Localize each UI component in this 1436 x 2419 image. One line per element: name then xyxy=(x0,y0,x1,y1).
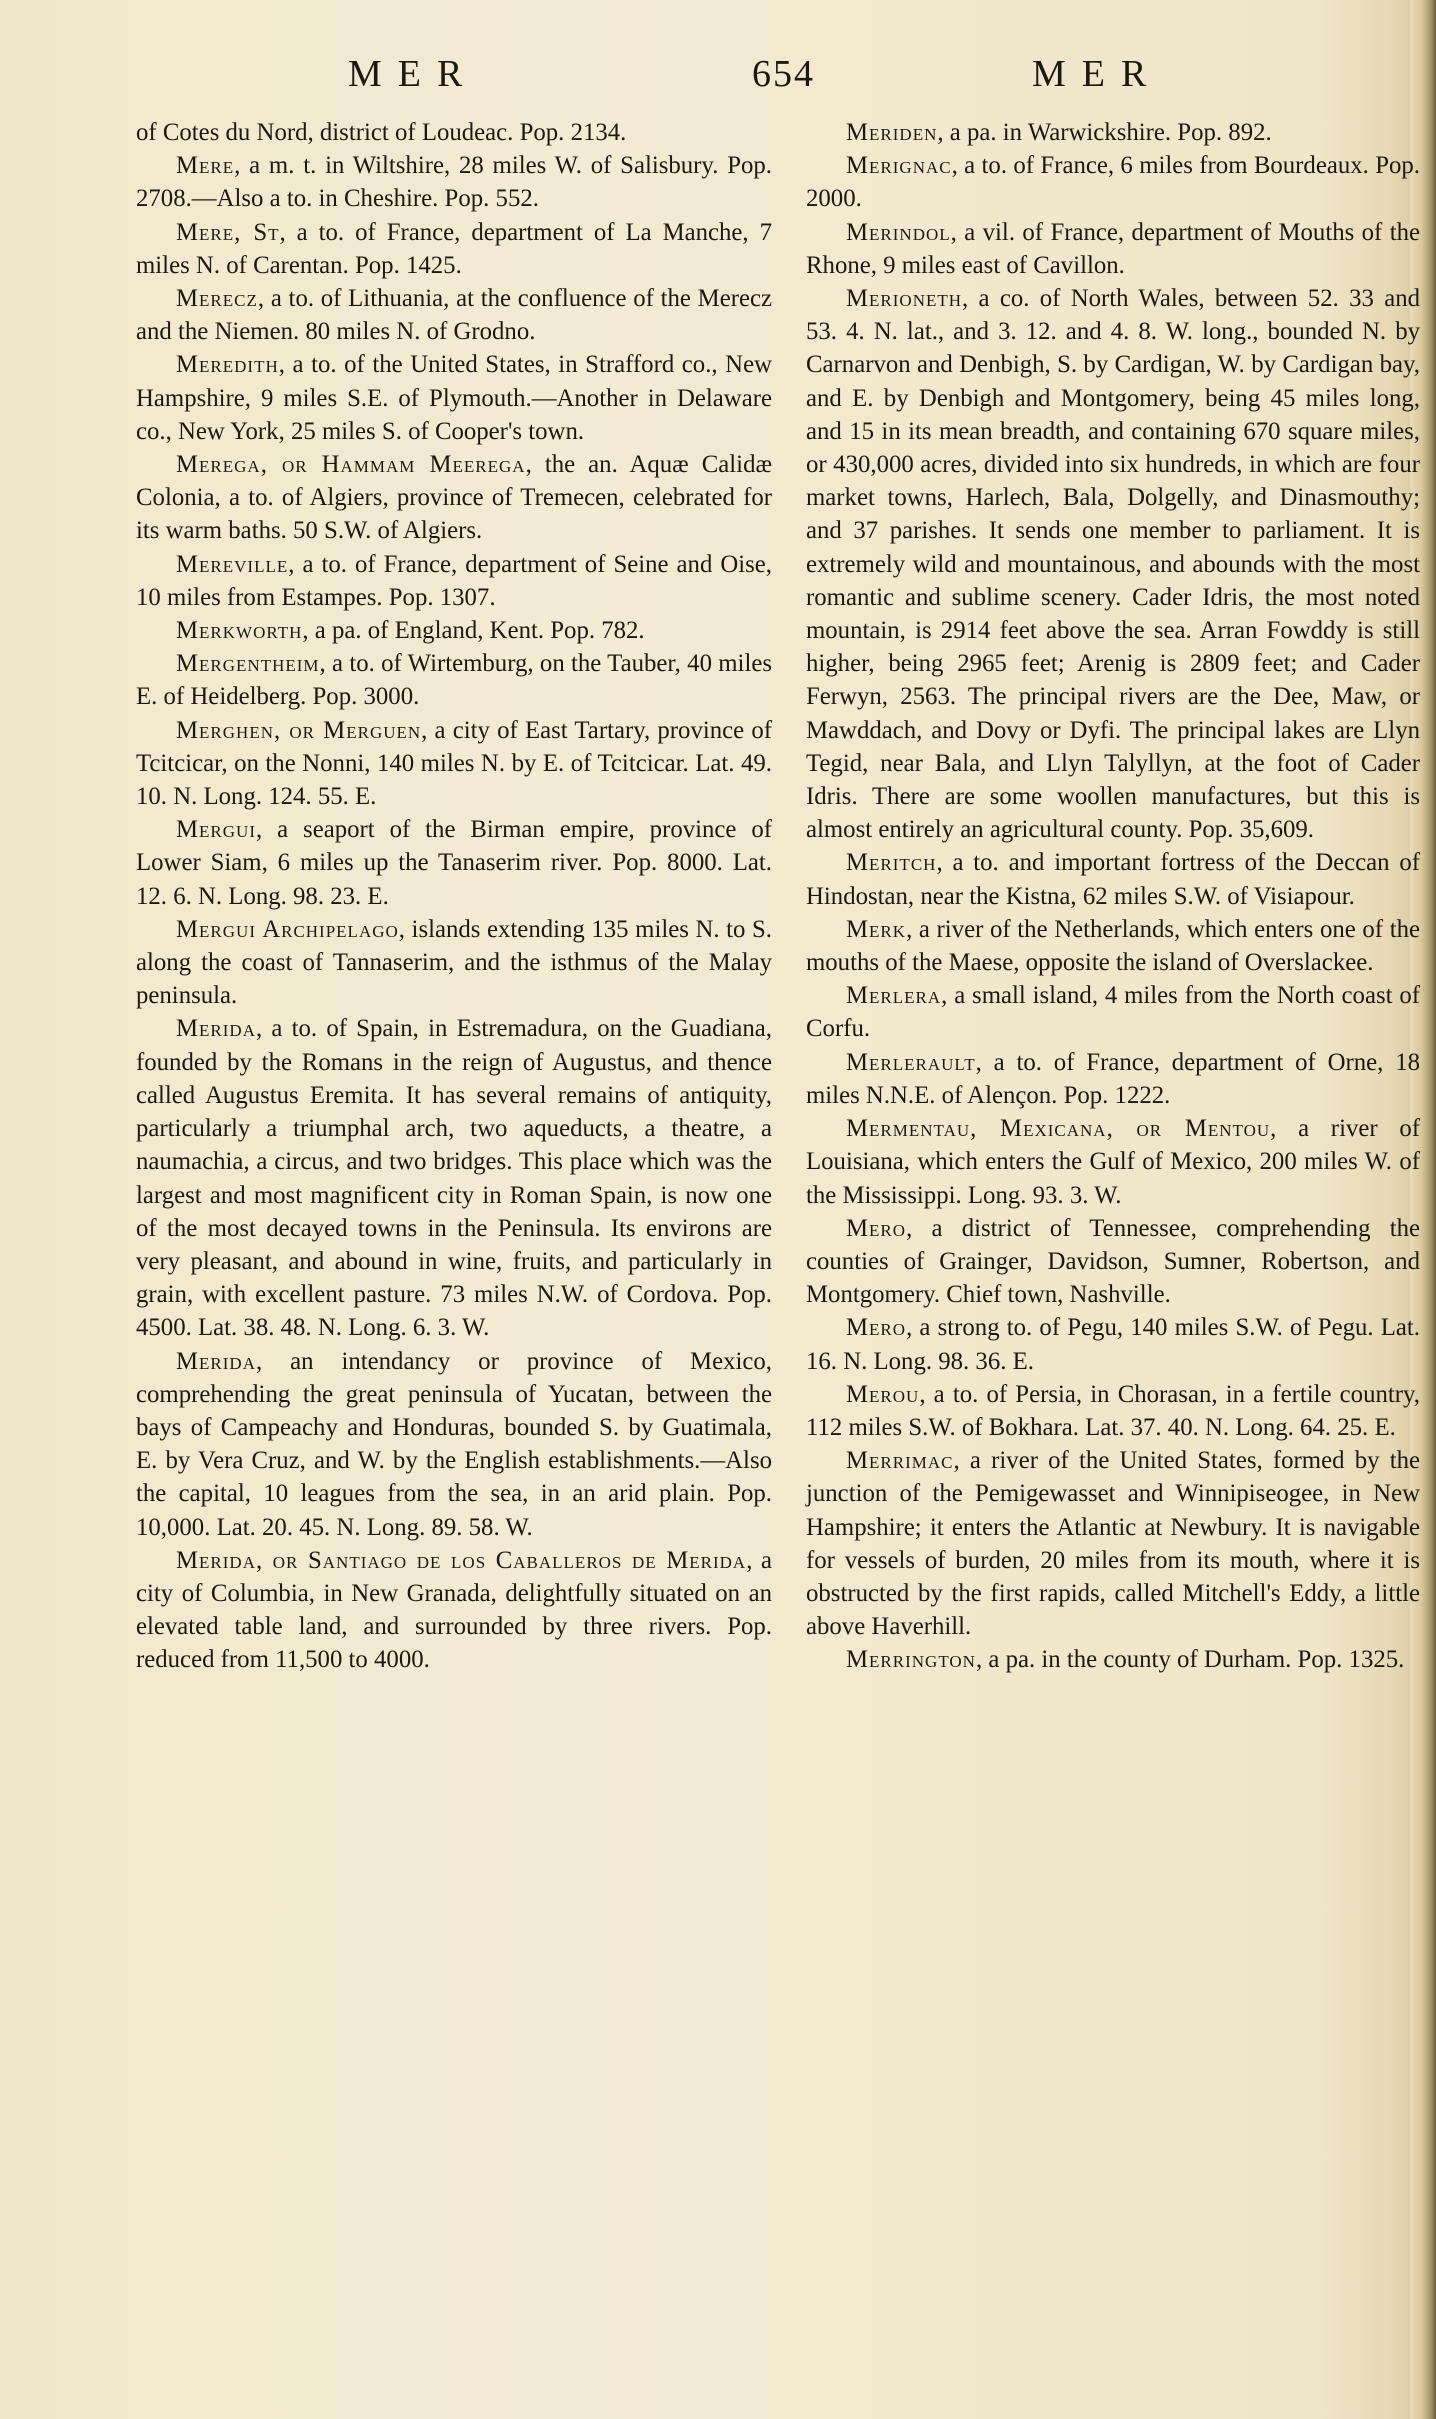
entry-text: , a small island, 4 miles from the North coast of Corfu. xyxy=(806,982,1420,1043)
gazetteer-entry xyxy=(136,282,772,348)
gazetteer-entry xyxy=(136,614,772,647)
gazetteer-entry xyxy=(136,448,772,548)
gazetteer-entry xyxy=(806,216,1420,282)
entry-headword: Merlera xyxy=(846,982,942,1010)
header-left-guide-word: MER xyxy=(348,53,479,95)
entry-headword: Mergentheim xyxy=(176,650,320,678)
entry-headword: Merignac xyxy=(846,152,952,180)
entry-headword: Merida xyxy=(176,1347,256,1375)
entry-text: , a seaport of the Birman empire, province of Lower Siam, 6 miles up the Tanaserim river. Pop. 8000. Lat. 12. 6. N. Long. 98. 23. E. xyxy=(136,816,772,910)
entry-text: , islands extending 135 miles N. to S. along the coast of Tannaserim, and the isthmus of the Malay peninsula. xyxy=(136,915,772,1010)
entry-headword: Mermentau, Mexicana, or Mentou xyxy=(846,1115,1271,1143)
gazetteer-entry xyxy=(806,913,1420,979)
entry-text: of Cotes du Nord, district of Loudeac. Pop. 2134. xyxy=(136,119,627,146)
gazetteer-entry xyxy=(806,1112,1420,1212)
gazetteer-entry xyxy=(136,149,772,215)
entry-headword: Merghen, or Merguen xyxy=(176,716,422,744)
entry-text: , a river of Louisiana, which enters the Gulf of Mexico, 200 miles W. of the Mississippi. Long. 93. 3. W. xyxy=(806,1115,1420,1209)
gazetteer-entry xyxy=(136,1012,772,1344)
gazetteer-entry xyxy=(136,548,772,614)
entry-text: , a m. t. in Wiltshire, 28 miles W. of Salisbury. Pop. 2708.—Also a to. in Cheshire. Pop. 552. xyxy=(136,152,772,213)
entry-text: , a pa. in Warwickshire. Pop. 892. xyxy=(937,119,1272,146)
entry-text: , a to. of France, department of Seine and Oise, 10 miles from Estampes. Pop. 1307. xyxy=(136,550,772,611)
page-number: 654 xyxy=(752,53,815,95)
entry-headword: Merkworth xyxy=(176,617,303,645)
entry-text: , a to. of France, department of Orne, 18 miles N.N.E. of Alençon. Pop. 1222. xyxy=(806,1048,1420,1109)
entry-headword: Mere xyxy=(176,152,235,180)
entry-text: , a to. of Persia, in Chorasan, in a fertile country, 112 miles S.W. of Bokhara. Lat. 37. 40. N. Long. 64. 25. E. xyxy=(806,1380,1420,1441)
entry-headword: Mero xyxy=(846,1314,907,1342)
gazetteer-entry xyxy=(806,282,1420,846)
right-column xyxy=(806,116,1420,1677)
gazetteer-entry xyxy=(136,1544,772,1677)
entry-text: , a to. and important fortress of the Deccan of Hindostan, near the Kistna, 62 miles S.W. of Visiapour. xyxy=(806,849,1420,910)
entry-text: , a co. of North Wales, between 52. 33 and 53. 4. N. lat., and 3. 12. and 4. 8. W. long., bounded N. by Carnarvon and Denbigh, S. by Cardigan, W. by Cardigan bay, and E. by Denbigh and Montgomery, being 45 miles long, and 15 in its mean breadth, and containing 670 square miles, or 430,000 acres, divided into six hundreds, in which are four market towns, Harlech, Bala, Dolgelly, and Dinasmouthy; and 37 parishes. It sends one member to parliament. It is extremely wild and mountainous, and abounds with the most romantic and sublime scenery. Cader Idris, the most noted mountain, is 2914 feet above the sea. Arran Fowddy is still higher, being 2965 feet; Arenig is 2809 feet; and Cader Ferwyn, 2563. The principal rivers are the Dee, Maw, or Mawddach, and Dovy or Dyfi. The principal lakes are Llyn Tegid, near Bala, and Llyn Talyllyn, at the foot of Cader Idris. There are some woollen manufactures, but this is almost entirely an agricultural county. Pop. 35,609. xyxy=(806,285,1420,844)
entry-text: , a city of Columbia, in New Granada, delightfully situated on an elevated table land, and surrounded by three rivers. Pop. reduced from 11,500 to 4000. xyxy=(136,1546,772,1674)
entry-headword: Mero xyxy=(846,1214,907,1242)
entry-text: , a pa. in the county of Durham. Pop. 1325. xyxy=(975,1646,1405,1674)
left-column xyxy=(136,116,772,1677)
entry-text: , a to. of Wirtemburg, on the Tauber, 40 miles E. of Heidelberg. Pop. 3000. xyxy=(136,650,772,711)
gazetteer-entry xyxy=(136,913,772,1013)
entry-headword: Meredith xyxy=(176,351,279,379)
entry-headword: Mergui xyxy=(176,816,256,844)
entry-headword: Merk xyxy=(846,915,907,943)
gazetteer-entry xyxy=(136,116,772,149)
entry-headword: Merecz xyxy=(176,285,258,313)
gazetteer-entry xyxy=(806,846,1420,912)
gazetteer-entry xyxy=(136,813,772,913)
entry-headword: Merindol xyxy=(846,218,951,246)
entry-headword: Merrington xyxy=(846,1646,976,1674)
entry-text: , a district of Tennessee, comprehending the counties of Grainger, Davidson, Sumner, Robertson, and Montgomery. Chief town, Nashville. xyxy=(806,1214,1420,1309)
entry-text: , a to. of Lithuania, at the confluence of the Merecz and the Niemen. 80 miles N. of Grodno. xyxy=(136,285,772,346)
gazetteer-entry xyxy=(806,1212,1420,1312)
entry-headword: Merou xyxy=(846,1380,920,1408)
gazetteer-entry xyxy=(136,647,772,713)
header-right-guide-word: MER xyxy=(1032,53,1163,95)
entry-headword: Mereville xyxy=(176,550,289,578)
entry-text: , a to. of Spain, in Estremadura, on the Guadiana, founded by the Romans in the reign of Augustus, and thence called Augustus Eremita. It has several remains of antiquity, particularly a triumphal arch, two aqueducts, a theatre, a naumachia, a circus, and two bridges. This place which was the largest and most magnificent city in Roman Spain, is now one of the most decayed towns in the Peninsula. Its environs are very pleasant, and abound in wine, fruits, and particularly in grain, with excellent pasture. 73 miles N.W. of Cordova. Pop. 4500. Lat. 38. 48. N. Long. 6. 3. W. xyxy=(136,1015,772,1342)
entry-headword: Merlerault xyxy=(846,1048,976,1076)
gazetteer-entry xyxy=(136,216,772,282)
gazetteer-entry xyxy=(806,149,1420,215)
gazetteer-entry xyxy=(136,714,772,814)
entry-headword: Merega, or Hammam Meerega xyxy=(176,451,526,479)
entry-text: , the an. Aquæ Calidæ Colonia, a to. of Algiers, province of Tremecen, celebrated for its warm baths. 50 S.W. of Algiers. xyxy=(136,451,773,545)
gazetteer-entry xyxy=(806,116,1420,149)
gazetteer-entry xyxy=(806,1444,1420,1643)
gazetteer-entry xyxy=(806,979,1420,1045)
entry-text: , a to. of France, department of La Manche, 7 miles N. of Carentan. Pop. 1425. xyxy=(136,218,772,279)
entry-headword: Merida, or Santiago de los Caballeros de Merida xyxy=(176,1546,747,1574)
entry-text: , a vil. of France, department of Mouths of the Rhone, 9 miles east of Cavillon. xyxy=(806,218,1420,279)
entry-text: , a strong to. of Pegu, 140 miles S.W. of Pegu. Lat. 16. N. Long. 98. 36. E. xyxy=(806,1314,1420,1375)
entry-headword: Meriden xyxy=(846,119,938,146)
entry-text: , a city of East Tartary, province of Tcitcicar, on the Nonni, 140 miles N. by E. of Tcitcicar. Lat. 49. 10. N. Long. 124. 55. E. xyxy=(136,716,772,811)
gazetteer-entry xyxy=(136,348,772,448)
entry-text: , a river of the United States, formed by the junction of the Pemigewasset and Winnipiseogee, in New Hampshire; it enters the Atlantic at Newbury. It is navigable for vessels of burden, 20 miles from its mouth, where it is obstructed by the first rapids, called Mitchell's Eddy, a little above Haverhill. xyxy=(806,1447,1420,1641)
entry-text: , an intendancy or province of Mexico, comprehending the great peninsula of Yucatan, between the bays of Campeachy and Honduras, bounded S. by Guatimala, E. by Vera Cruz, and W. by the English establishments.—Also the capital, 10 leagues from the sea, in an arid plain. Pop. 10,000. Lat. 20. 45. N. Long. 89. 58. W. xyxy=(136,1347,772,1541)
gazetteer-entry xyxy=(806,1378,1420,1444)
gazetteer-entry xyxy=(136,1345,772,1544)
entry-headword: Merida xyxy=(176,1015,256,1043)
entry-headword: Merrimac xyxy=(846,1447,954,1475)
entry-headword: Merioneth xyxy=(846,285,963,313)
gazetteer-entry xyxy=(806,1046,1420,1112)
gazetteer-entry xyxy=(806,1643,1420,1676)
entry-text: , a to. of the United States, in Strafford co., New Hampshire, 9 miles S.E. of Plymouth.—Another in Delaware co., New York, 25 miles S. of Cooper's town. xyxy=(136,351,772,445)
gazetteer-entry xyxy=(806,1311,1420,1377)
entry-text: , a river of the Netherlands, which enters one of the mouths of the Maese, opposite the island of Overslackee. xyxy=(806,915,1420,977)
entry-text: , a to. of France, 6 miles from Bourdeaux. Pop. 2000. xyxy=(806,152,1420,213)
entry-headword: Mergui Archipelago xyxy=(176,915,399,943)
running-header xyxy=(0,52,1436,112)
entry-headword: Meritch xyxy=(846,849,937,877)
entry-text: , a pa. of England, Kent. Pop. 782. xyxy=(302,617,645,645)
entry-headword: Mere, St xyxy=(176,218,280,246)
